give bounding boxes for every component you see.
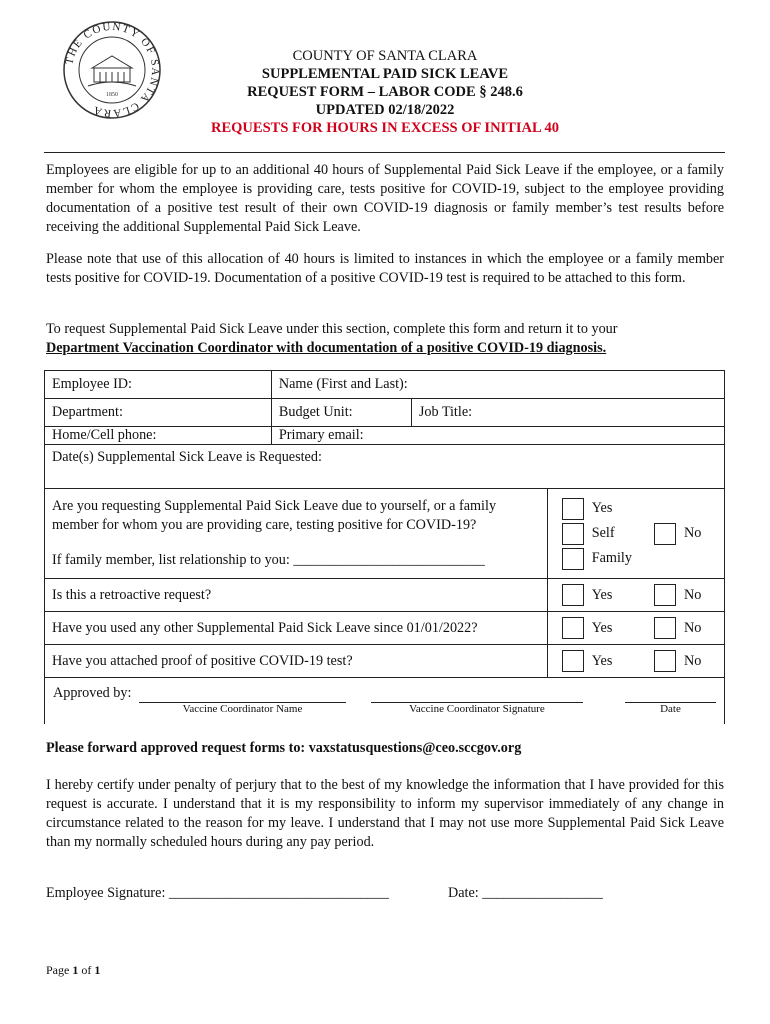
question-used-other-leave xyxy=(45,612,548,645)
header-title: SUPPLEMENTAL PAID SICK LEAVE xyxy=(261,66,509,82)
q1-yes-checkbox[interactable] xyxy=(562,498,584,520)
form-header xyxy=(0,47,770,137)
intro-paragraph-3-bold: Department Vaccination Coordinator with documentation of a positive COVID-19 diagnosis. xyxy=(46,340,607,356)
header-subtitle: REQUEST FORM – LABOR CODE § 248.6 xyxy=(247,84,523,100)
email-label: Primary email: xyxy=(278,427,364,443)
job-title-field[interactable] xyxy=(411,399,724,427)
q3-yes-checkbox[interactable] xyxy=(562,617,584,639)
of-word: of xyxy=(81,963,92,977)
intro-paragraph-3-text: To request Supplemental Paid Sick Leave under this section, complete this form and return it to your xyxy=(46,321,618,337)
question-retroactive xyxy=(45,579,548,612)
q4-yes-cell xyxy=(547,645,647,678)
q1-self-checkbox[interactable] xyxy=(562,523,584,545)
question-4-text: Have you attached proof of positive COVID-19 test? xyxy=(52,652,353,669)
employee-signature-field[interactable]: Employee Signature: _______________________________ xyxy=(46,885,389,901)
email-field[interactable] xyxy=(271,427,724,445)
q2-no-label: No xyxy=(683,586,702,603)
budget-unit-label: Budget Unit: xyxy=(278,404,353,420)
department-field[interactable] xyxy=(45,399,272,427)
q1-family-checkbox[interactable] xyxy=(562,548,584,570)
header-notice: REQUESTS FOR HOURS IN EXCESS OF INITIAL 40 xyxy=(211,120,559,136)
page-footer xyxy=(46,963,100,978)
q3-no-checkbox[interactable] xyxy=(654,617,676,639)
dates-requested-label: Date(s) Supplemental Sick Leave is Requested: xyxy=(52,449,322,465)
name-field[interactable] xyxy=(271,371,724,399)
question-self-or-family xyxy=(45,489,548,579)
coordinator-name-caption: Vaccine Coordinator Name xyxy=(182,703,303,715)
q4-no-label: No xyxy=(683,652,702,669)
phone-label: Home/Cell phone: xyxy=(52,427,157,443)
question-attached-proof xyxy=(45,645,548,678)
employee-id-field[interactable] xyxy=(45,371,272,399)
q1-no-options xyxy=(647,489,725,579)
intro-paragraph-3 xyxy=(46,320,724,358)
approved-by-label: Approved by: xyxy=(53,685,132,701)
header-updated: UPDATED 02/18/2022 xyxy=(315,102,455,118)
q3-no-label: No xyxy=(683,619,702,636)
budget-unit-field[interactable] xyxy=(271,399,411,427)
employee-signature-row xyxy=(46,885,603,902)
job-title-label: Job Title: xyxy=(418,404,473,420)
q4-no-cell xyxy=(647,645,725,678)
question-1-text: Are you requesting Supplemental Paid Sick Leave due to yourself, or a family member for whom you are providing care, testing positive for COVID-19? xyxy=(52,498,497,533)
q3-no-cell xyxy=(647,612,725,645)
employee-id-label: Employee ID: xyxy=(52,376,132,392)
q1-self-label: Self xyxy=(591,525,615,541)
phone-field[interactable] xyxy=(45,427,272,445)
q1-family-label: Family xyxy=(591,550,632,566)
dates-requested-field[interactable] xyxy=(45,445,725,489)
approval-date-caption: Date xyxy=(660,703,681,715)
q2-no-checkbox[interactable] xyxy=(654,584,676,606)
question-3-text: Have you used any other Supplemental Paid Sick Leave since 01/01/2022? xyxy=(52,619,478,636)
q2-yes-label: Yes xyxy=(591,586,613,603)
department-label: Department: xyxy=(52,404,123,420)
forward-instructions: Please forward approved request forms to: vaxstatusquestions@ceo.sccgov.org xyxy=(46,740,522,756)
name-label: Name (First and Last): xyxy=(278,376,408,392)
svg-text:THE COUNTY OF SANTA CLARA: THE COUNTY OF SANTA CLARA xyxy=(63,20,162,120)
q4-no-checkbox[interactable] xyxy=(654,650,676,672)
page-total: 1 xyxy=(94,963,101,977)
q4-yes-checkbox[interactable] xyxy=(562,650,584,672)
approval-section xyxy=(45,678,725,725)
request-form-table xyxy=(44,370,725,724)
q3-yes-cell xyxy=(547,612,647,645)
family-relationship-field[interactable]: If family member, list relationship to you: ___________________________ xyxy=(52,552,485,568)
q2-no-cell xyxy=(647,579,725,612)
header-county: COUNTY OF SANTA CLARA xyxy=(292,48,478,64)
q2-yes-cell xyxy=(547,579,647,612)
svg-text:1850: 1850 xyxy=(106,92,118,98)
question-2-text: Is this a retroactive request? xyxy=(52,586,212,603)
q2-yes-checkbox[interactable] xyxy=(562,584,584,606)
employee-date-field[interactable]: Date: _________________ xyxy=(448,885,603,901)
q1-no-checkbox[interactable] xyxy=(654,523,676,545)
q3-yes-label: Yes xyxy=(591,619,613,636)
page-number: 1 xyxy=(72,963,79,977)
q1-no-label: No xyxy=(683,525,702,541)
header-divider xyxy=(44,152,725,153)
intro-paragraph-2: Please note that use of this allocation of 40 hours is limited to instances in which the employee or a family member tests positive for COVID-19. Documentation of a positive COVID-19 test is required to be attached to this form. xyxy=(46,251,724,286)
q1-yes-label: Yes xyxy=(591,500,613,516)
q1-yes-options xyxy=(547,489,647,579)
q4-yes-label: Yes xyxy=(591,652,613,669)
intro-paragraph-1: Employees are eligible for up to an additional 40 hours of Supplemental Paid Sick Leave if the employee, or a family member for whom the employee is providing care, tests positive for COVID-19, subject to the employee providing documentation of a positive test result of their own COVID-19 diagnosis or family member’s test results before receiving the additional Supplemental Paid Sick Leave. xyxy=(46,162,724,235)
page-word: Page xyxy=(46,963,70,977)
coordinator-signature-caption: Vaccine Coordinator Signature xyxy=(409,703,545,715)
certification-paragraph: I hereby certify under penalty of perjury that to the best of my knowledge the information that I have provided for this request is accurate. I understand that it is my responsibility to inform my supervisor immediately of any change in circumstance related to the reason for my leave. I understand that I may not use more Supplemental Paid Sick Leave than my normally scheduled hours during any pay period. xyxy=(46,777,724,850)
